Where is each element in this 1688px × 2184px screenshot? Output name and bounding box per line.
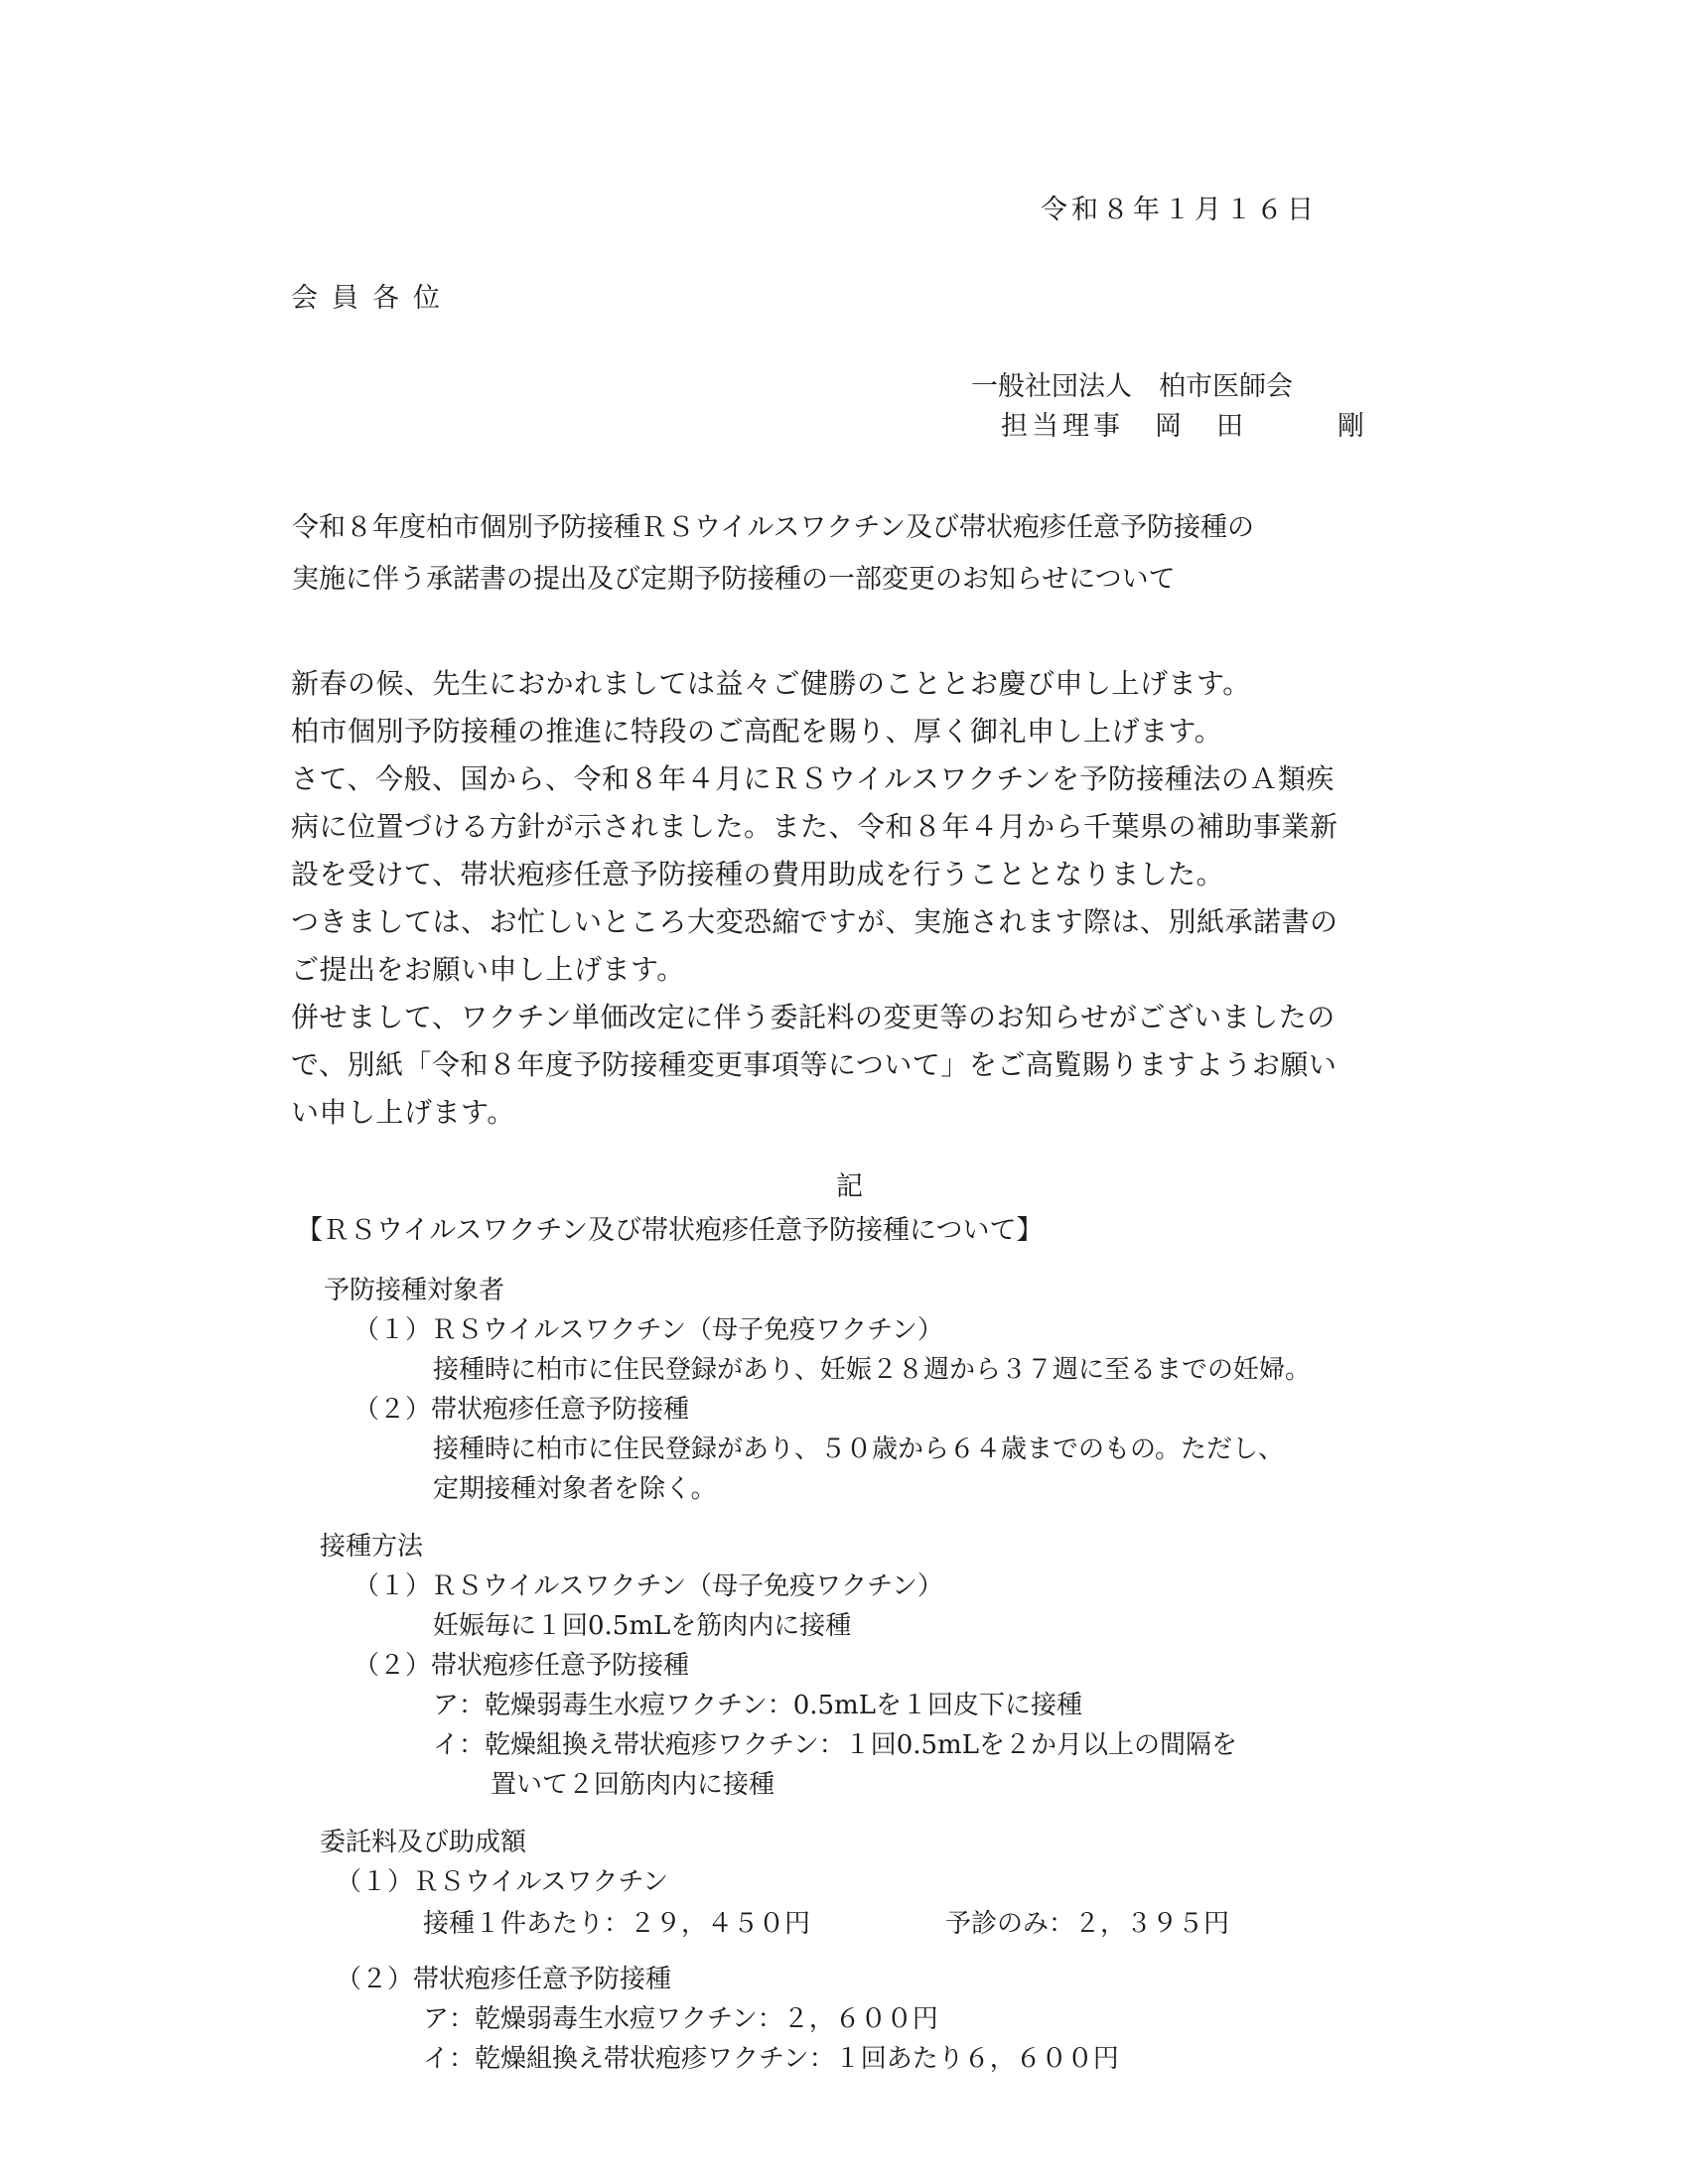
fees-item-2-i: イ：乾燥組換え帯状疱疹ワクチン：１回あたり６，６００円 bbox=[423, 2044, 1119, 2074]
method-item-2-i: イ：乾燥組換え帯状疱疹ワクチン：１回0.5mLを２か月以上の間隔を bbox=[433, 1730, 1237, 1760]
section-heading: 【ＲＳウイルスワクチン及び帯状疱疹任意予防接種について】 bbox=[296, 1215, 1044, 1246]
sender-person-title: 担当理事 岡 田 bbox=[1001, 411, 1247, 442]
body-line: つきましては、お忙しいところ大変恐縮ですが、実施されます際は、別紙承諾書の bbox=[291, 905, 1338, 938]
body-line: 柏市個別予防接種の推進に特段のご高配を賜り、厚く御礼申し上げます。 bbox=[291, 715, 1223, 748]
body-line: 併せまして、ワクチン単価改定に伴う委託料の変更等のお知らせがございましたの bbox=[291, 1001, 1336, 1033]
fees-item-1-consultation: 予診のみ：２，３９５円 bbox=[945, 1909, 1230, 1939]
document-date: 令和８年１月１６日 bbox=[1041, 195, 1318, 225]
targets-item-2-text: 接種時に柏市に住民登録があり、５０歳から６４歳までのもの。ただし、 bbox=[433, 1434, 1284, 1464]
body-line: い申し上げます。 bbox=[291, 1096, 515, 1129]
sender-organization: 一般社団法人 柏市医師会 bbox=[971, 371, 1293, 402]
targets-item-2-label: （２）帯状疱疹任意予防接種 bbox=[353, 1395, 690, 1425]
fees-item-2-label: （２）帯状疱疹任意予防接種 bbox=[336, 1965, 672, 1994]
targets-item-1-label: （１）ＲＳウイルスワクチン（母子免疫ワクチン） bbox=[353, 1315, 943, 1345]
body-line: で、別紙「令和８年度予防接種変更事項等について」をご高覧賜りますようお願い bbox=[291, 1048, 1337, 1081]
ki-marker: 記 bbox=[836, 1171, 863, 1202]
body-line: ご提出をお願い申し上げます。 bbox=[291, 953, 685, 986]
sender-person-given-name: 剛 bbox=[1337, 411, 1364, 442]
method-item-2-label: （２）帯状疱疹任意予防接種 bbox=[353, 1651, 690, 1681]
subject-line-1: 令和８年度柏市個別予防接種ＲＳウイルスワクチン及び帯状疱疹任意予防接種の bbox=[292, 512, 1255, 543]
fees-item-1-fee: 接種１件あたり：２９，４５０円 bbox=[423, 1909, 811, 1939]
fees-item-2-a: ア：乾燥弱毒生水痘ワクチン：２，６００円 bbox=[423, 2004, 938, 2034]
method-item-2-a: ア：乾燥弱毒生水痘ワクチン：0.5mLを１回皮下に接種 bbox=[433, 1691, 1082, 1720]
method-item-2-i-continued: 置いて２回筋肉内に接種 bbox=[491, 1770, 775, 1800]
method-item-1-text: 妊娠毎に１回0.5mLを筋肉内に接種 bbox=[433, 1611, 852, 1641]
targets-heading: 予防接種対象者 bbox=[324, 1276, 505, 1305]
body-line: さて、今般、国から、令和８年４月にＲＳウイルスワクチンを予防接種法のＡ類疾 bbox=[291, 762, 1335, 795]
body-line: 新春の候、先生におかれましては益々ご健勝のこととお慶び申し上げます。 bbox=[291, 667, 1251, 700]
subject-line-2: 実施に伴う承諾書の提出及び定期予防接種の一部変更のお知らせについて bbox=[292, 564, 1176, 595]
fees-heading: 委託料及び助成額 bbox=[320, 1828, 527, 1857]
method-heading: 接種方法 bbox=[320, 1532, 424, 1562]
targets-item-1-text: 接種時に柏市に住民登録があり、妊娠２８週から３７週に至るまでの妊婦。 bbox=[433, 1355, 1312, 1385]
addressee: 会員各位 bbox=[291, 283, 454, 314]
body-line: 設を受けて、帯状疱疹任意予防接種の費用助成を行うこととなりました。 bbox=[291, 858, 1224, 890]
fees-item-1-label: （１）ＲＳウイルスワクチン bbox=[336, 1867, 669, 1897]
method-item-1-label: （１）ＲＳウイルスワクチン（母子免疫ワクチン） bbox=[353, 1571, 943, 1601]
body-line: 病に位置づける方針が示されました。また、令和８年４月から千葉県の補助事業新 bbox=[291, 810, 1338, 843]
targets-item-2-text: 定期接種対象者を除く。 bbox=[433, 1474, 717, 1504]
